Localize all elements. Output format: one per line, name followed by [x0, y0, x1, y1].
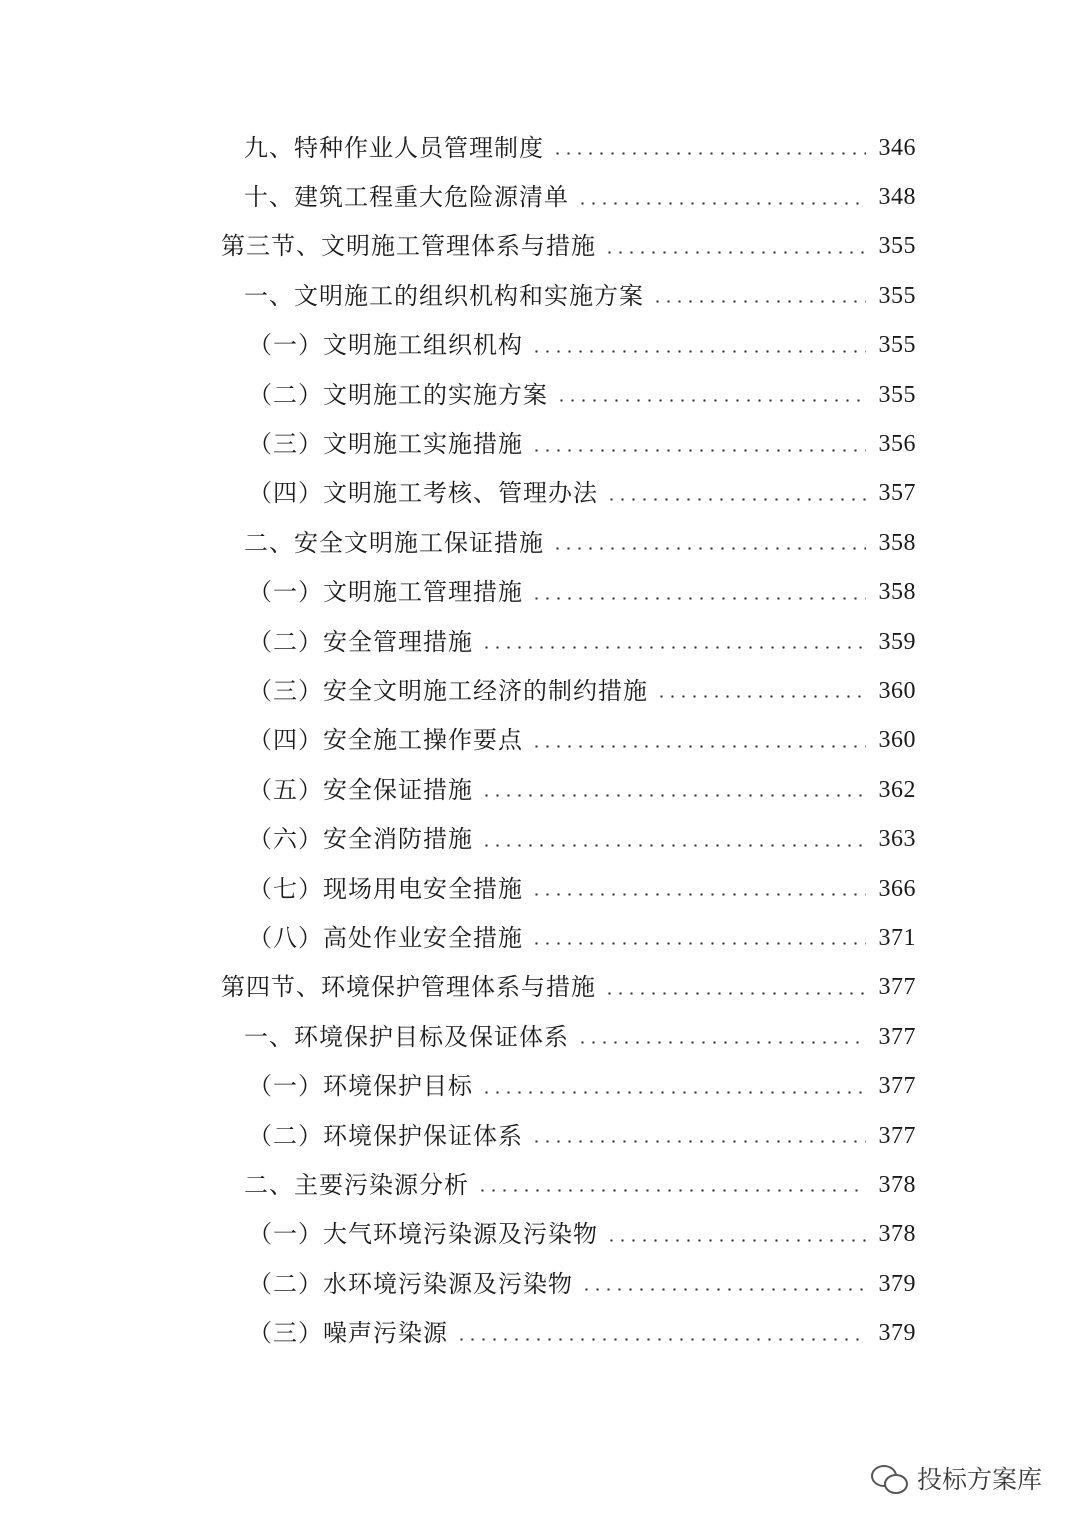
toc-entry-title: 九、特种作业人员管理制度: [244, 133, 544, 162]
toc-entry-page-number: 355: [878, 381, 916, 408]
toc-entry-title: （二）环境保护保证体系: [248, 1121, 523, 1150]
toc-entry-title: 第四节、环境保护管理体系与措施: [221, 973, 596, 1002]
toc-entry-title: （二）水环境污染源及污染物: [248, 1269, 573, 1298]
toc-entry-page-number: 379: [878, 1270, 916, 1297]
toc-entry-page-number: 371: [878, 924, 916, 951]
toc-entry-title: （四）安全施工操作要点: [248, 726, 523, 755]
toc-entry: [0, 419, 1080, 468]
toc-entry-page-number: 359: [878, 628, 916, 655]
toc-entry-page-number: 360: [878, 727, 916, 754]
toc-dot-leader: [552, 547, 866, 550]
toc-dot-leader: [477, 1189, 866, 1192]
toc-dot-leader: [577, 202, 866, 205]
toc-entry-page-number: 377: [878, 1023, 916, 1050]
toc-entry-title: （八）高处作业安全措施: [248, 923, 523, 952]
toc-entry: [0, 666, 1080, 715]
toc-entry-page-number: 348: [878, 184, 916, 211]
toc-entry-title: （一）文明施工管理措施: [248, 578, 523, 607]
toc-entry-page-number: 355: [878, 332, 916, 359]
toc-entry-title: （二）文明施工的实施方案: [248, 380, 548, 409]
toc-dot-leader: [481, 794, 866, 797]
toc-entry-title: 十、建筑工程重大危险源清单: [244, 183, 569, 212]
toc-entry: [0, 1160, 1080, 1209]
toc-entry-page-number: 355: [878, 282, 916, 309]
toc-entry-title: （三）安全文明施工经济的制约措施: [248, 676, 648, 705]
toc-entry-title: （一）环境保护目标: [248, 1072, 473, 1101]
toc-entry: [0, 271, 1080, 320]
toc-entry-page-number: 366: [878, 875, 916, 902]
toc-entry: [0, 864, 1080, 913]
toc-entry-title: （三）文明施工实施措施: [248, 430, 523, 459]
toc-entry-title: （六）安全消防措施: [248, 825, 473, 854]
toc-entry-page-number: 358: [878, 529, 916, 556]
toc-dot-leader: [556, 399, 866, 402]
toc-dot-leader: [481, 1091, 866, 1094]
toc-dot-leader: [456, 1338, 866, 1341]
toc-entry-title: （四）文明施工考核、管理办法: [248, 479, 598, 508]
toc-entry-title: （二）安全管理措施: [248, 627, 473, 656]
toc-entry: [0, 814, 1080, 863]
toc-entry: [0, 172, 1080, 221]
toc-entry: [0, 963, 1080, 1012]
toc-entry-title: 二、主要污染源分析: [244, 1170, 469, 1199]
toc-entry-title: 一、文明施工的组织机构和实施方案: [244, 281, 644, 310]
toc-entry: [0, 1210, 1080, 1259]
toc-entry-title: 二、安全文明施工保证措施: [244, 528, 544, 557]
toc-entry-page-number: 377: [878, 1073, 916, 1100]
toc-entry-page-number: 378: [878, 1171, 916, 1198]
toc-dot-leader: [531, 1140, 866, 1143]
toc-entry: [0, 469, 1080, 518]
toc-entry-page-number: 377: [878, 974, 916, 1001]
toc-entry-page-number: 355: [878, 233, 916, 260]
toc-dot-leader: [531, 350, 866, 353]
wechat-icon: [871, 1463, 909, 1493]
toc-dot-leader: [481, 646, 866, 649]
toc-dot-leader: [577, 1041, 866, 1044]
toc-entry-title: （七）现场用电安全措施: [248, 874, 523, 903]
toc-entry: [0, 913, 1080, 962]
toc-entry: [0, 765, 1080, 814]
toc-dot-leader: [652, 300, 866, 303]
toc-entry-title: （五）安全保证措施: [248, 775, 473, 804]
toc-entry-page-number: 358: [878, 579, 916, 606]
toc-entry: [0, 123, 1080, 172]
toc-entry-page-number: 357: [878, 480, 916, 507]
toc-dot-leader: [604, 992, 866, 995]
toc-entry: [0, 568, 1080, 617]
toc-entry: [0, 617, 1080, 666]
toc-entry-page-number: 379: [878, 1320, 916, 1347]
table-of-contents: [0, 123, 1080, 1358]
toc-entry-title: （三）噪声污染源: [248, 1319, 448, 1348]
watermark-text: 投标方案库: [916, 1465, 1042, 1494]
toc-dot-leader: [531, 597, 866, 600]
toc-entry: [0, 1259, 1080, 1308]
toc-entry-page-number: 362: [878, 776, 916, 803]
toc-dot-leader: [606, 498, 866, 501]
toc-entry-title: （一）文明施工组织机构: [248, 331, 523, 360]
toc-dot-leader: [552, 152, 866, 155]
toc-dot-leader: [606, 1239, 866, 1242]
toc-dot-leader: [531, 745, 866, 748]
toc-entry-page-number: 363: [878, 826, 916, 853]
toc-entry: [0, 1012, 1080, 1061]
toc-entry-page-number: 346: [878, 134, 916, 161]
toc-dot-leader: [604, 251, 866, 254]
toc-entry: [0, 716, 1080, 765]
watermark: [871, 1460, 1042, 1496]
toc-dot-leader: [656, 695, 866, 698]
toc-dot-leader: [481, 844, 866, 847]
toc-entry-title: 第三节、文明施工管理体系与措施: [221, 232, 596, 261]
toc-entry: [0, 518, 1080, 567]
toc-dot-leader: [581, 1288, 866, 1291]
toc-entry-page-number: 356: [878, 431, 916, 458]
toc-entry: [0, 1111, 1080, 1160]
toc-entry: [0, 321, 1080, 370]
toc-dot-leader: [531, 942, 866, 945]
toc-entry: [0, 222, 1080, 271]
toc-dot-leader: [531, 449, 866, 452]
toc-entry: [0, 370, 1080, 419]
toc-entry-page-number: 377: [878, 1122, 916, 1149]
toc-dot-leader: [531, 893, 866, 896]
toc-entry: [0, 1061, 1080, 1110]
toc-entry-page-number: 378: [878, 1221, 916, 1248]
toc-entry-title: （一）大气环境污染源及污染物: [248, 1220, 598, 1249]
toc-entry-title: 一、环境保护目标及保证体系: [244, 1022, 569, 1051]
toc-entry: [0, 1308, 1080, 1357]
toc-entry-page-number: 360: [878, 677, 916, 704]
